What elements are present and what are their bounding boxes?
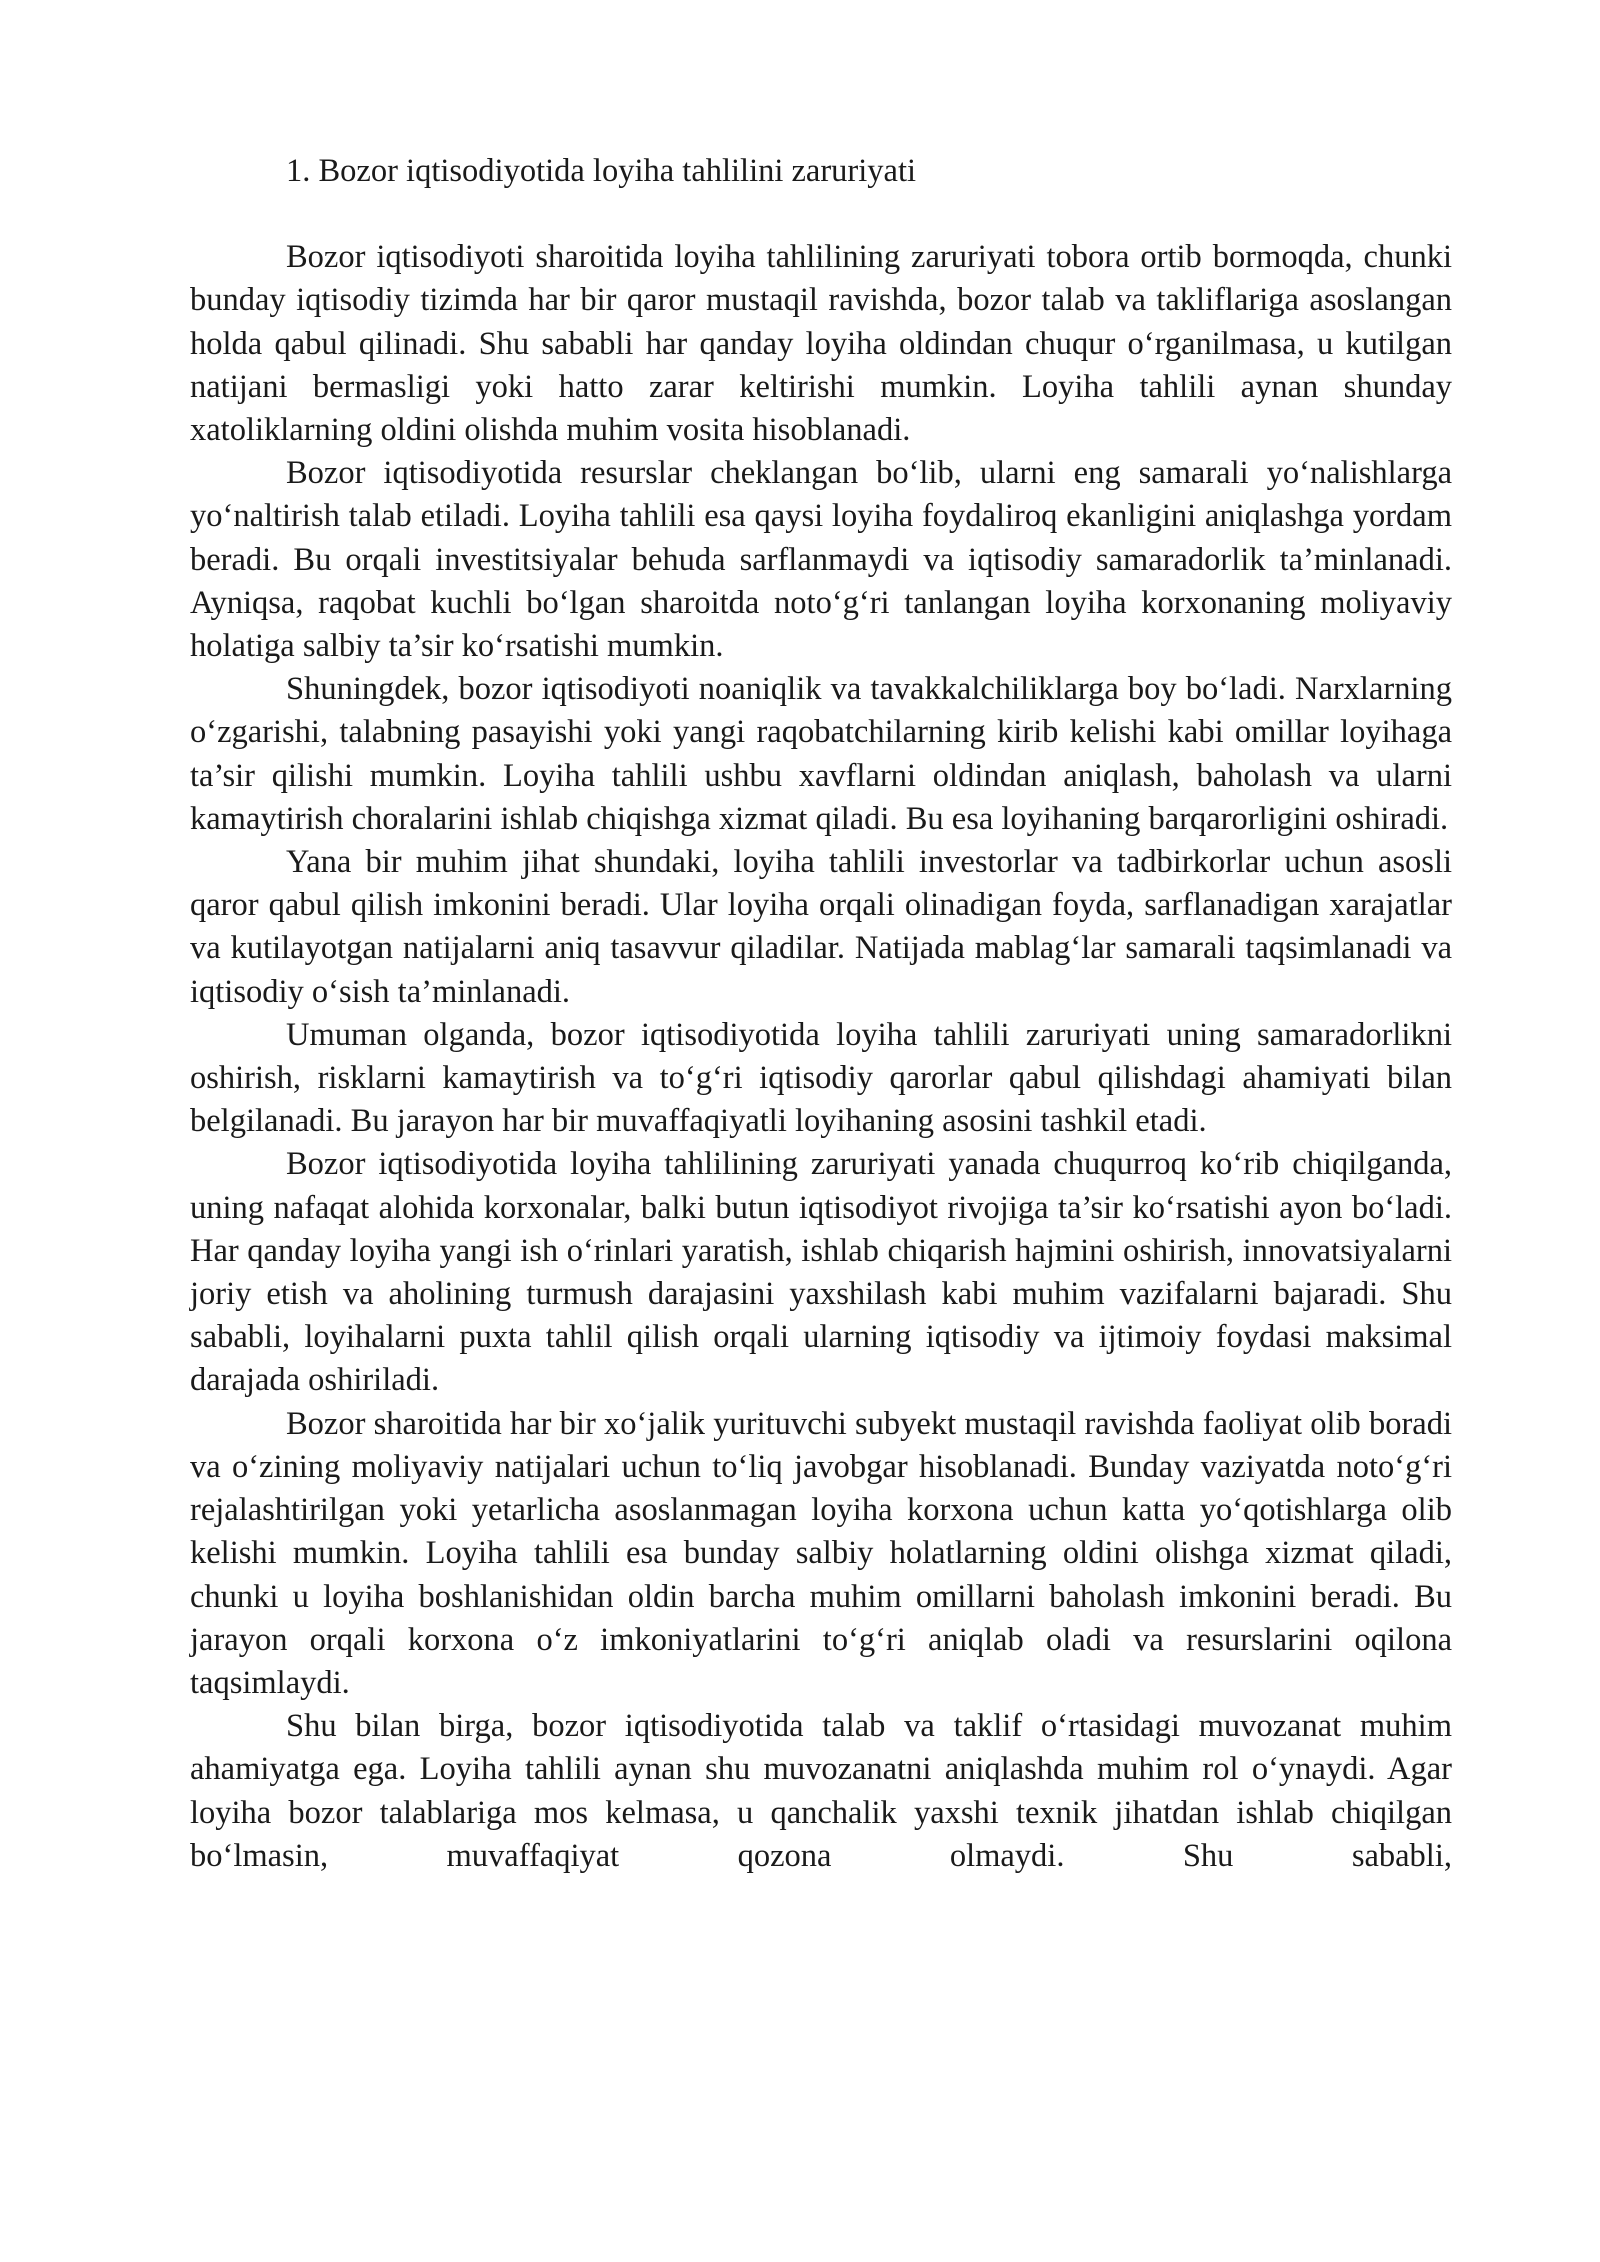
- paragraph-3: Shuningdek, bozor iqtisodiyoti noaniqlik va tavakkalchiliklarga boy bo‘ladi. Narxlarning o‘zgarishi, talabning pasayishi yoki yangi raqobatchilarning kirib kelishi kabi omillar loyihaga ta’sir qilishi mumkin. Loyiha tahlili ushbu xavflarni oldindan aniqlash, baholash va ularni kamaytirish choralarini ishlab chiqishga xizmat qiladi. Bu esa loyihaning barqarorligini oshiradi.: [190, 671, 1452, 837]
- paragraph-8: Shu bilan birga, bozor iqtisodiyotida talab va taklif o‘rtasidagi muvozanat muhim ahamiyatga ega. Loyiha tahlili aynan shu muvozanatni aniqlashda muhim rol o‘ynaydi. Agar loyiha bozor talablariga mos kelmasa, u qanchalik yaxshi texnik jihatdan ishlab chiqilgan bo‘lmasin, muvaffaqiyat qozona olmaydi. Shu sababli,: [190, 1708, 1452, 1874]
- paragraph-6: Bozor iqtisodiyotida loyiha tahlilining zaruriyati yanada chuqurroq ko‘rib chiqilganda, uning nafaqat alohida korxonalar, balki butun iqtisodiyot rivojiga ta’sir ko‘rsatishi ayon bo‘ladi. Har qanday loyiha yangi ish o‘rinlari yaratish, ishlab chiqarish hajmini oshirish, innovatsiyalarni joriy etish va aholining turmush darajasini yaxshilash kabi muhim vazifalarni bajaradi. Shu sababli, loyihalarni puxta tahlil qilish orqali ularning iqtisodiy va ijtimoiy foydasi maksimal darajada oshiriladi.: [190, 1146, 1452, 1399]
- paragraph-1: Bozor iqtisodiyoti sharoitida loyiha tahlilining zaruriyati tobora ortib bormoqda, chunki bunday iqtisodiy tizimda har bir qaror mustaqil ravishda, bozor talab va takliflariga asoslangan holda qabul qilinadi. Shu sababli har qanday loyiha oldindan chuqur o‘rganilmasa, u kutilgan natijani bermasligi yoki hatto zarar keltirishi mumkin. Loyiha tahlili aynan shunday xatoliklarning oldini olishda muhim vosita hisoblanadi.: [190, 239, 1452, 449]
- section-heading: 1. Bozor iqtisodiyotida loyiha tahlilini zaruriyati: [286, 153, 917, 189]
- document-page: [190, 150, 1452, 1878]
- paragraph-5: Umuman olganda, bozor iqtisodiyotida loyiha tahlili zaruriyati uning samaradorlikni oshirish, risklarni kamaytirish va to‘g‘ri iqtisodiy qarorlar qabul qilishdagi ahamiyati bilan belgilanadi. Bu jarayon har bir muvaffaqiyatli loyihaning asosini tashkil etadi.: [190, 1016, 1452, 1140]
- paragraph-2: Bozor iqtisodiyotida resurslar cheklangan bo‘lib, ularni eng samarali yo‘nalishlarga yo‘naltirish talab etiladi. Loyiha tahlili esa qaysi loyiha foydaliroq ekanligini aniqlashga yordam beradi. Bu orqali investitsiyalar behuda sarflanmaydi va iqtisodiy samaradorlik ta’minlanadi. Ayniqsa, raqobat kuchli bo‘lgan sharoitda noto‘g‘ri tanlangan loyiha korxonaning moliyaviy holatiga salbiy ta’sir ko‘rsatishi mumkin.: [190, 455, 1452, 665]
- paragraph-7: Bozor sharoitida har bir xo‘jalik yurituvchi subyekt mustaqil ravishda faoliyat olib boradi va o‘zining moliyaviy natijalari uchun to‘liq javobgar hisoblanadi. Bunday vaziyatda noto‘g‘ri rejalashtirilgan yoki yetarlicha asoslanmagan loyiha korxona uchun katta yo‘qotishlarga olib kelishi mumkin. Loyiha tahlili esa bunday salbiy holatlarning oldini olishga xizmat qiladi, chunki u loyiha boshlanishidan oldin barcha muhim omillarni baholash imkonini beradi. Bu jarayon orqali korxona o‘z imkoniyatlarini to‘g‘ri aniqlab oladi va resurslarini oqilona taqsimlaydi.: [190, 1405, 1452, 1701]
- paragraph-4: Yana bir muhim jihat shundaki, loyiha tahlili investorlar va tadbirkorlar uchun asosli qaror qabul qilish imkonini beradi. Ular loyiha orqali olinadigan foyda, sarflanadigan xarajatlar va kutilayotgan natijalarni aniq tasavvur qiladilar. Natijada mablag‘lar samarali taqsimlanadi va iqtisodiy o‘sish ta’minlanadi.: [190, 844, 1452, 1010]
